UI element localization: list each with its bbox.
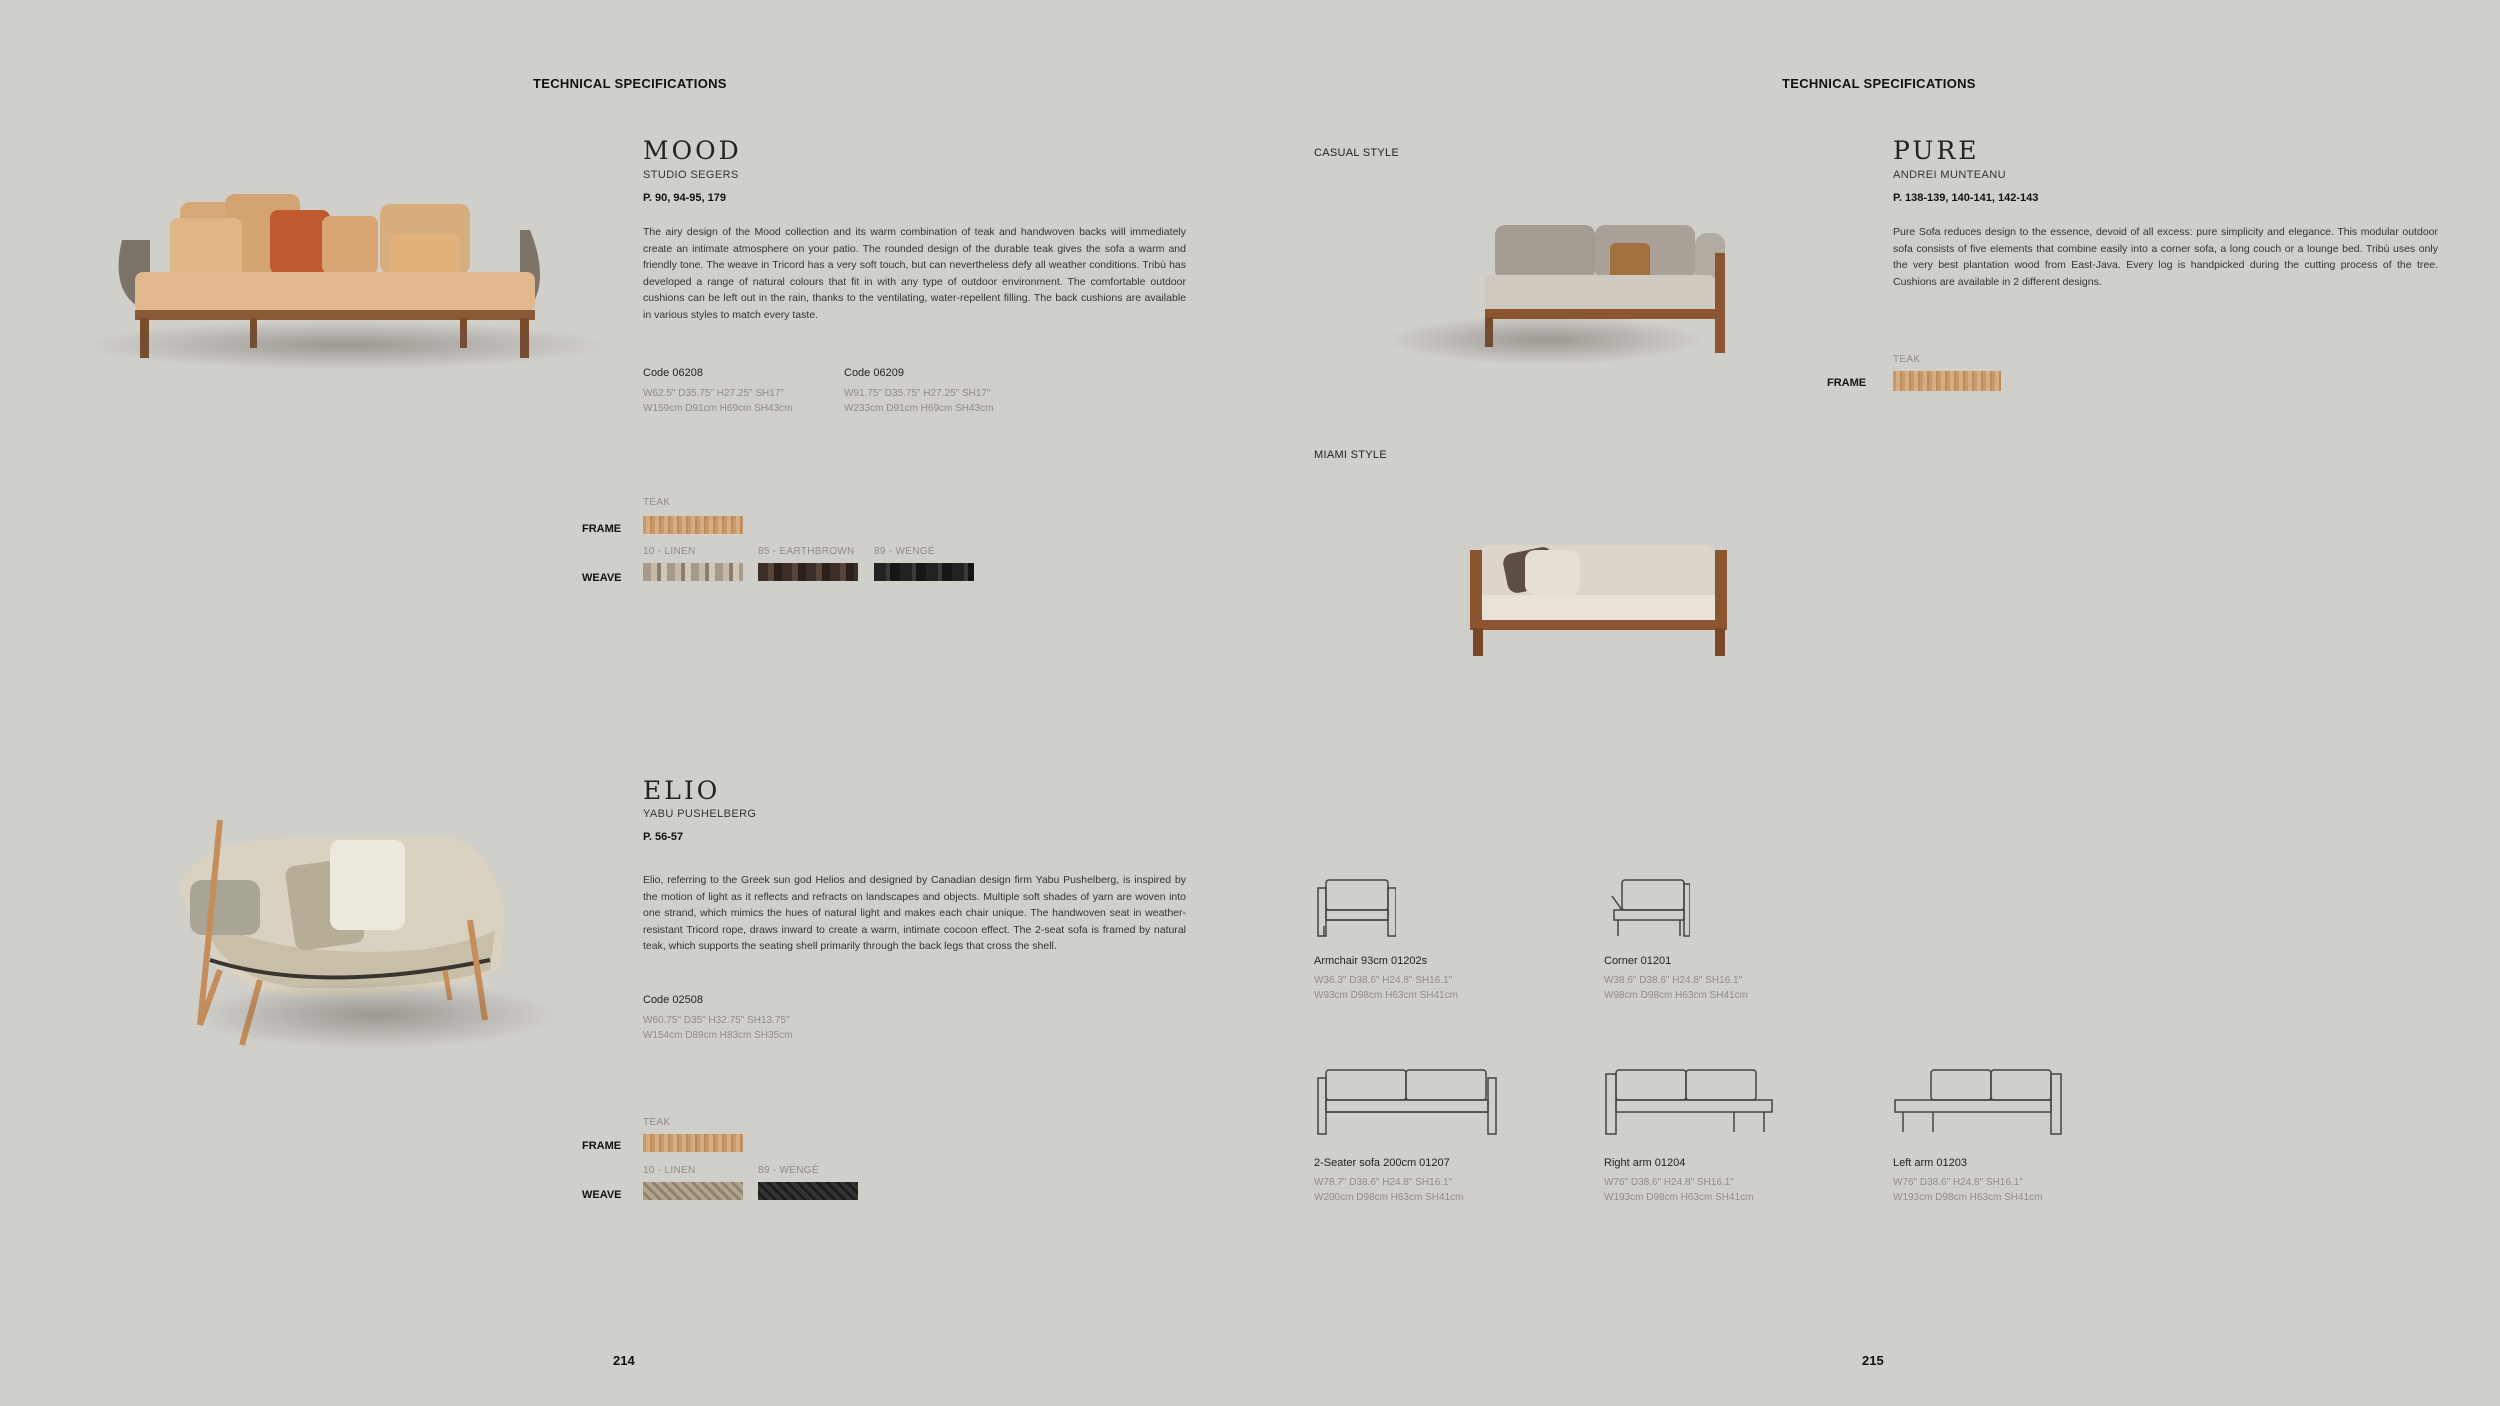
wenge-swatch <box>758 1182 858 1200</box>
mood-weave-earthbrown-label: 85 - EARTHBROWN <box>758 546 855 557</box>
elio-pages: P. 56-57 <box>643 831 684 843</box>
module-name: Corner 01201 <box>1604 955 1672 967</box>
corner-line-drawing-icon <box>1610 878 1690 940</box>
mood-frame-label: FRAME <box>582 523 622 535</box>
module-armchair <box>1314 955 1458 1003</box>
left-page-number: 214 <box>613 1353 635 1368</box>
module-right-arm <box>1604 1157 1753 1205</box>
wenge-swatch <box>874 563 974 581</box>
dimensions-imperial: W60.75" D35" H32.75" SH13.75" <box>643 1015 790 1026</box>
elio-description: Elio, referring to the Greek sun god Helios and designed by Canadian design firm Yabu Pushelberg, is inspired by the motion of light as it reflects and refracts on landscapes and objects. Multiple soft shades of yarn are woven into one strand, which mimics the hues of natural light and makes each chair unique. The handwoven seat in weather-resistant Tricord rope, draws inward to create a warm, intimate cocoon effect. The 2-seat sofa is framed by natural teak, which supports the seating shell primarily through the back legs that cross the shell. <box>643 874 1186 952</box>
code-label: Code 06209 <box>844 367 904 379</box>
dimensions-imperial: W38.6" D38.6" H24.8" SH16.1" <box>1604 975 1743 986</box>
dimensions-metric: W233cm D91cm H69cm SH43cm <box>844 403 994 414</box>
pure-description: Pure Sofa reduces design to the essence, devoid of all excess: pure simplicity and elegance. This modular outdoor sofa consists of five elements that combine easily into a corner sofa, a long couch or a lounge bed. Tribù uses only the very best plantation wood from East-Java. Every log is handpicked during the cutting process of the tree. Cushions are available in 2 different designs. <box>1893 226 2438 288</box>
module-name: Right arm 01204 <box>1604 1157 1686 1169</box>
elio-weave-wenge-label: 89 - WENGÉ <box>758 1165 819 1176</box>
pure-frame-material-label: TEAK <box>1893 354 1921 365</box>
dimensions-imperial: W62.5" D35.75" H27.25" SH17" <box>643 388 784 399</box>
mood-code-1 <box>643 367 792 416</box>
two-seater-line-drawing-icon <box>1316 1068 1502 1138</box>
pure-title: PURE <box>1893 136 1980 165</box>
dimensions-imperial: W76" D38.6" H24.8" SH16.1" <box>1604 1177 1734 1188</box>
elio-designer: YABU PUSHELBERG <box>643 808 757 820</box>
module-two-seater <box>1314 1157 1463 1205</box>
linen-swatch <box>643 1182 743 1200</box>
dimensions-imperial: W36.3" D38.6" H24.8" SH16.1" <box>1314 975 1453 986</box>
mood-designer: STUDIO SEGERS <box>643 169 739 181</box>
dimensions-metric: W193cm D98cm H63cm SH41cm <box>1893 1192 2043 1203</box>
dimensions-imperial: W76" D38.6" H24.8" SH16.1" <box>1893 1177 2023 1188</box>
module-name: Armchair 93cm 01202s <box>1314 955 1428 967</box>
left-page-header: TECHNICAL SPECIFICATIONS <box>533 76 727 91</box>
mood-weave-label: WEAVE <box>582 572 622 584</box>
module-name: 2-Seater sofa 200cm 01207 <box>1314 1157 1450 1169</box>
code-label: Code 06208 <box>643 367 703 379</box>
casual-style-label: CASUAL STYLE <box>1314 147 1400 159</box>
dimensions-metric: W200cm D98cm H63cm SH41cm <box>1314 1192 1464 1203</box>
elio-sofa-image <box>170 820 560 1070</box>
dimensions-metric: W93cm D98cm H63cm SH41cm <box>1314 990 1458 1001</box>
elio-frame-label: FRAME <box>582 1140 622 1152</box>
dimensions-imperial: W91.75" D35.75" H27.25" SH17" <box>844 388 991 399</box>
mood-weave-wenge-label: 89 - WENGÉ <box>874 546 935 557</box>
module-left-arm <box>1893 1157 2042 1205</box>
pure-casual-sofa-image <box>1385 205 1745 365</box>
mood-weave-linen-label: 10 - LINEN <box>643 546 696 557</box>
mood-pages: P. 90, 94-95, 179 <box>643 192 726 204</box>
teak-swatch <box>643 516 743 534</box>
mood-title: MOOD <box>643 136 742 165</box>
dimensions-metric: W193cm D98cm H63cm SH41cm <box>1604 1192 1754 1203</box>
mood-sofa-image <box>60 180 620 380</box>
left-arm-line-drawing-icon <box>1893 1068 2063 1138</box>
dimensions-metric: W159cm D91cm H69cm SH43cm <box>643 403 793 414</box>
pure-designer: ANDREI MUNTEANU <box>1893 169 2006 181</box>
pure-pages: P. 138-139, 140-141, 142-143 <box>1893 192 2039 204</box>
pure-miami-sofa-image <box>1465 540 1735 660</box>
elio-weave-label: WEAVE <box>582 1189 622 1201</box>
teak-swatch <box>1893 371 2001 391</box>
right-page-header: TECHNICAL SPECIFICATIONS <box>1782 76 1976 91</box>
dimensions-imperial: W78.7" D38.6" H24.8" SH16.1" <box>1314 1177 1453 1188</box>
elio-frame-material-label: TEAK <box>643 1117 671 1128</box>
right-arm-line-drawing-icon <box>1604 1068 1774 1138</box>
dimensions-metric: W98cm D98cm H63cm SH41cm <box>1604 990 1748 1001</box>
mood-frame-material-label: TEAK <box>643 497 671 508</box>
armchair-line-drawing-icon <box>1316 878 1396 940</box>
code-label: Code 02508 <box>643 994 703 1006</box>
mood-code-2 <box>844 367 993 416</box>
dimensions-metric: W154cm D89cm H83cm SH35cm <box>643 1030 793 1041</box>
elio-weave-linen-label: 10 - LINEN <box>643 1165 696 1176</box>
module-corner <box>1604 955 1748 1003</box>
right-page-number: 215 <box>1862 1353 1884 1368</box>
pure-frame-label: FRAME <box>1827 377 1867 389</box>
elio-title: ELIO <box>643 776 721 805</box>
module-name: Left arm 01203 <box>1893 1157 1967 1169</box>
miami-style-label: MIAMI STYLE <box>1314 449 1387 461</box>
teak-swatch <box>643 1134 743 1152</box>
elio-code <box>643 994 792 1043</box>
earthbrown-swatch <box>758 563 858 581</box>
mood-description: The airy design of the Mood collection and its warm combination of teak and handwoven backs will immediately create an intimate atmosphere on your patio. The rounded design of the durable teak gives the sofa a warm and friendly tone. The weave in Tricord has a very soft touch, but can nevertheless defy all weather conditions. Tribù has developed a range of natural colours that fit in with any type of outdoor environment. The comfortable outdoor cushions can be left out in the rain, thanks to the ventilating, water-repellent filling. The back cushions are available in various styles to match every taste. <box>643 226 1186 321</box>
linen-swatch <box>643 563 743 581</box>
